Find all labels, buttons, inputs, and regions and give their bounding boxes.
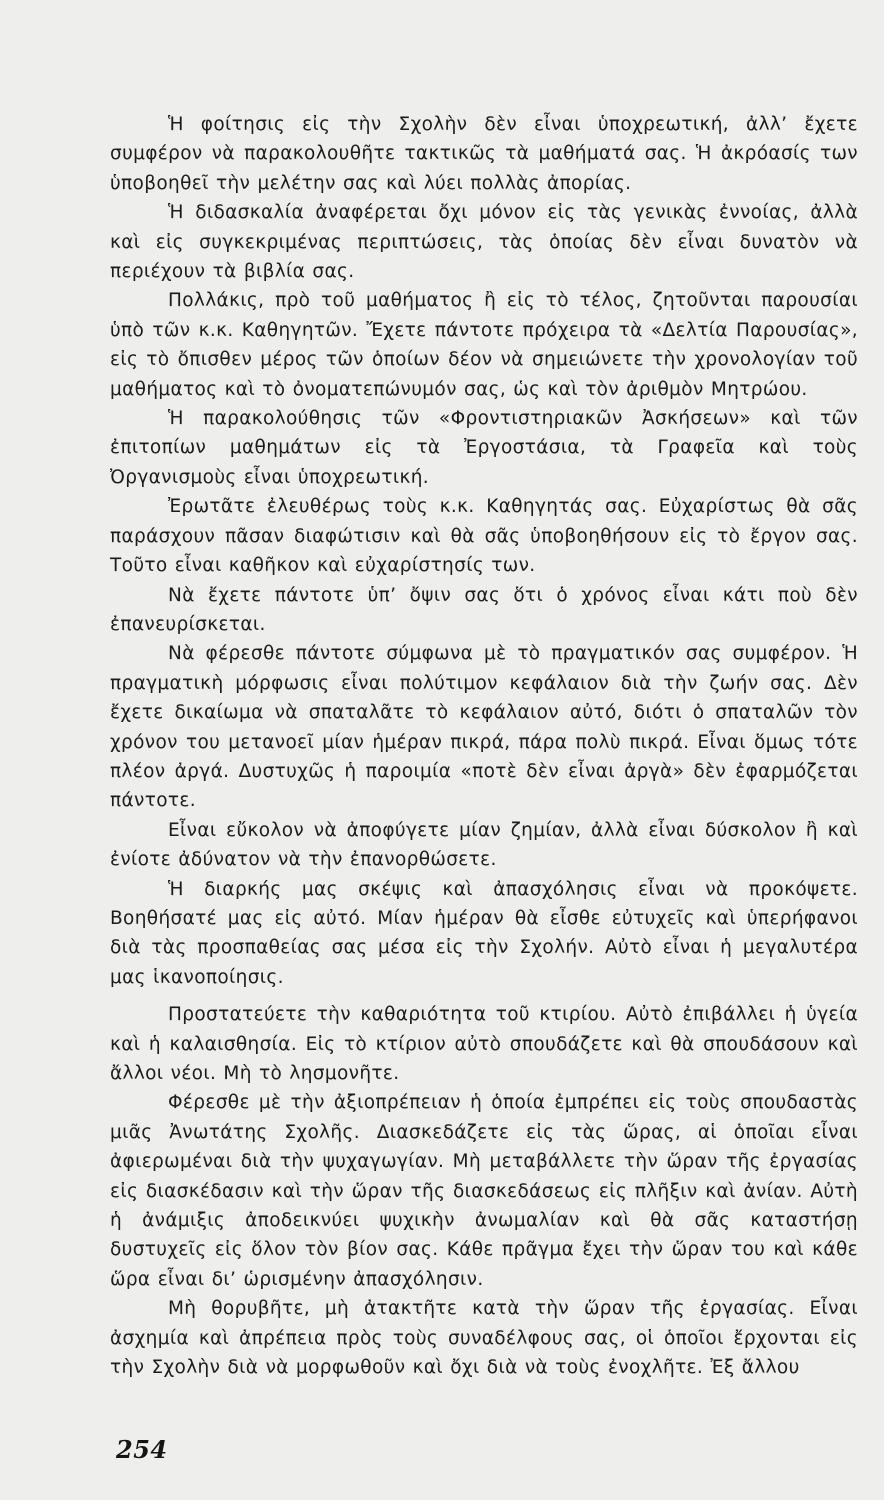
paragraph-cleanliness: Προστατεύετε τὴν καθαριότητα τοῦ κτιρίου. Αὐτὸ ἐπιβάλλει ἡ ὑγεία καὶ ἡ καλαισθησία. Εἰς τὸ κτίριον αὐτὸ σπουδάζετε καὶ θὰ σπουδάσουν καὶ ἄλλοι νέοι. Μὴ τὸ λησμονῆτε. [110,1004,858,1084]
page-number: 254 [116,1435,168,1464]
paragraph-interest: Νὰ φέρεσθε πάντοτε σύμφωνα μὲ τὸ πραγματικόν σας συμφέρον. Ἡ πραγματικὴ μόρφωσις εἶναι πολύτιμον κεφάλαιον διὰ τὴν ζωήν σας. Δὲν ἔχετε δικαίωμα νὰ σπαταλᾶτε τὸ κεφάλαιον αὐτό, διότι ὁ σπαταλῶν τὸν χρόνον του μετανοεῖ μίαν ἡμέραν πικρά, πάρα πολὺ πικρά. Εἶναι ὅμως τότε πλέον ἀργά. Δυστυχῶς ἡ παροιμία «ποτὲ δὲν εἶναι ἀργὰ» δὲν ἐφαρμόζεται πάντοτε. [110,643,858,812]
paragraph-attendance: Ἡ φοίτησις εἰς τὴν Σχολὴν δὲν εἶναι ὑποχρεωτική, ἀλλ’ ἔχετε συμφέρον νὰ παρακολουθῆτε τακτικῶς τὰ μαθήματά σας. Ἡ ἀκρόασίς των ὑποβοηθεῖ τὴν μελέτην σας καὶ λύει πολλὰς ἀπορίας. [110,114,858,194]
paragraph-dignity: Φέρεσθε μὲ τὴν ἀξιοπρέπειαν ἡ ὁποία ἐμπρέπει εἰς τοὺς σπουδαστὰς μιᾶς Ἀνωτάτης Σχολῆς. Διασκεδάζετε εἰς τὰς ὥρας, αἱ ὁποῖαι εἶναι ἀφιερωμέναι διὰ τὴν ψυχαγωγίαν. Μὴ μεταβάλλετε τὴν ὥραν τῆς ἐργασίας εἰς διασκέδασιν καὶ τὴν ὥραν τῆς διασκεδάσεως εἰς πλῆξιν καὶ ἀνίαν. Αὐτὴ ἡ ἀνάμιξις ἀποδεικνύει ψυχικὴν ἀνωμαλίαν καὶ θὰ σᾶς καταστήσῃ δυστυχεῖς εἰς ὅλον τὸν βίον σας. Κάθε πρᾶγμα ἔχει τὴν ὥραν του καὶ κάθε ὥρα εἶναι δι’ ὡρισμένην ἀπασχόλησιν. [110,1092,858,1290]
paragraph-progress: Ἡ διαρκής μας σκέψις καὶ ἀπασχόλησις εἶναι νὰ προκόψετε. Βοηθήσατέ μας εἰς αὐτό. Μίαν ἡμέραν θὰ εἶσθε εὐτυχεῖς καὶ ὑπερήφανοι διὰ τὰς προσπαθείας σας μέσα εἰς τὴν Σχολήν. Αὐτὸ εἶναι ἡ μεγαλυτέρα μας ἱκανοποίησις. [110,878,858,988]
paragraph-presence-slips: Πολλάκις, πρὸ τοῦ μαθήματος ἢ εἰς τὸ τέλος, ζητοῦνται παρουσίαι ὑπὸ τῶν κ.κ. Καθηγητῶν. Ἔχετε πάντοτε πρόχειρα τὰ «Δελτία Παρουσίας», εἰς τὸ ὄπισθεν μέρος τῶν ὁποίων δέον νὰ σημειώνετε τὴν χρονολογίαν τοῦ μαθήματος καὶ τὸ ὀνοματεπώνυμόν σας, ὡς καὶ τὸν ἀριθμὸν Μητρώου. [110,290,858,400]
paragraph-ask-professors: Ἐρωτᾶτε ἐλευθέρως τοὺς κ.κ. Καθηγητάς σας. Εὐχαρίστως θὰ σᾶς παράσχουν πᾶσαν διαφώτισιν καὶ θὰ σᾶς ὑποβοηθήσουν εἰς τὸ ἔργον σας. Τοῦτο εἶναι καθῆκον καὶ εὐχαρίστησίς των. [110,496,858,577]
paragraph-teaching: Ἡ διδασκαλία ἀναφέρεται ὄχι μόνον εἰς τὰς γενικὰς ἐννοίας, ἀλλὰ καὶ εἰς συγκεκριμένας περιπτώσεις, τὰς ὁποίας δὲν εἶναι δυνατὸν νὰ περιέχουν τὰ βιβλία σας. [110,202,858,283]
paragraph-tutorials: Ἡ παρακολούθησις τῶν «Φροντιστηριακῶν Ἀσκήσεων» καὶ τῶν ἐπιτοπίων μαθημάτων εἰς τὰ Ἐργοστάσια, τὰ Γραφεῖα καὶ τοὺς Ὀργανισμοὺς εἶναι ὑποχρεωτική. [110,408,858,488]
paragraph-noise: Μὴ θορυβῆτε, μὴ ἀτακτῆτε κατὰ τὴν ὥραν τῆς ἐργασίας. Εἶναι ἀσχημία καὶ ἀπρέπεια πρὸς τοὺς συναδέλφους σας, οἱ ὁποῖοι ἔρχονται εἰς τὴν Σχολὴν διὰ νὰ μορφωθοῦν καὶ ὄχι διὰ νὰ τοὺς ἐνοχλῆτε. Ἐξ ἄλλου [110,1298,858,1379]
paragraph-time: Νὰ ἔχετε πάντοτε ὑπ’ ὄψιν σας ὅτι ὁ χρόνος εἶναι κάτι ποὺ δὲν ἐπανευρίσκεται. [110,584,858,635]
body-text [110,110,858,1382]
paragraph-damage: Εἶναι εὔκολον νὰ ἀποφύγετε μίαν ζημίαν, ἀλλὰ εἶναι δύσκολον ἢ καὶ ἐνίοτε ἀδύνατον νὰ τὴν ἐπανορθώσετε. [110,819,858,871]
